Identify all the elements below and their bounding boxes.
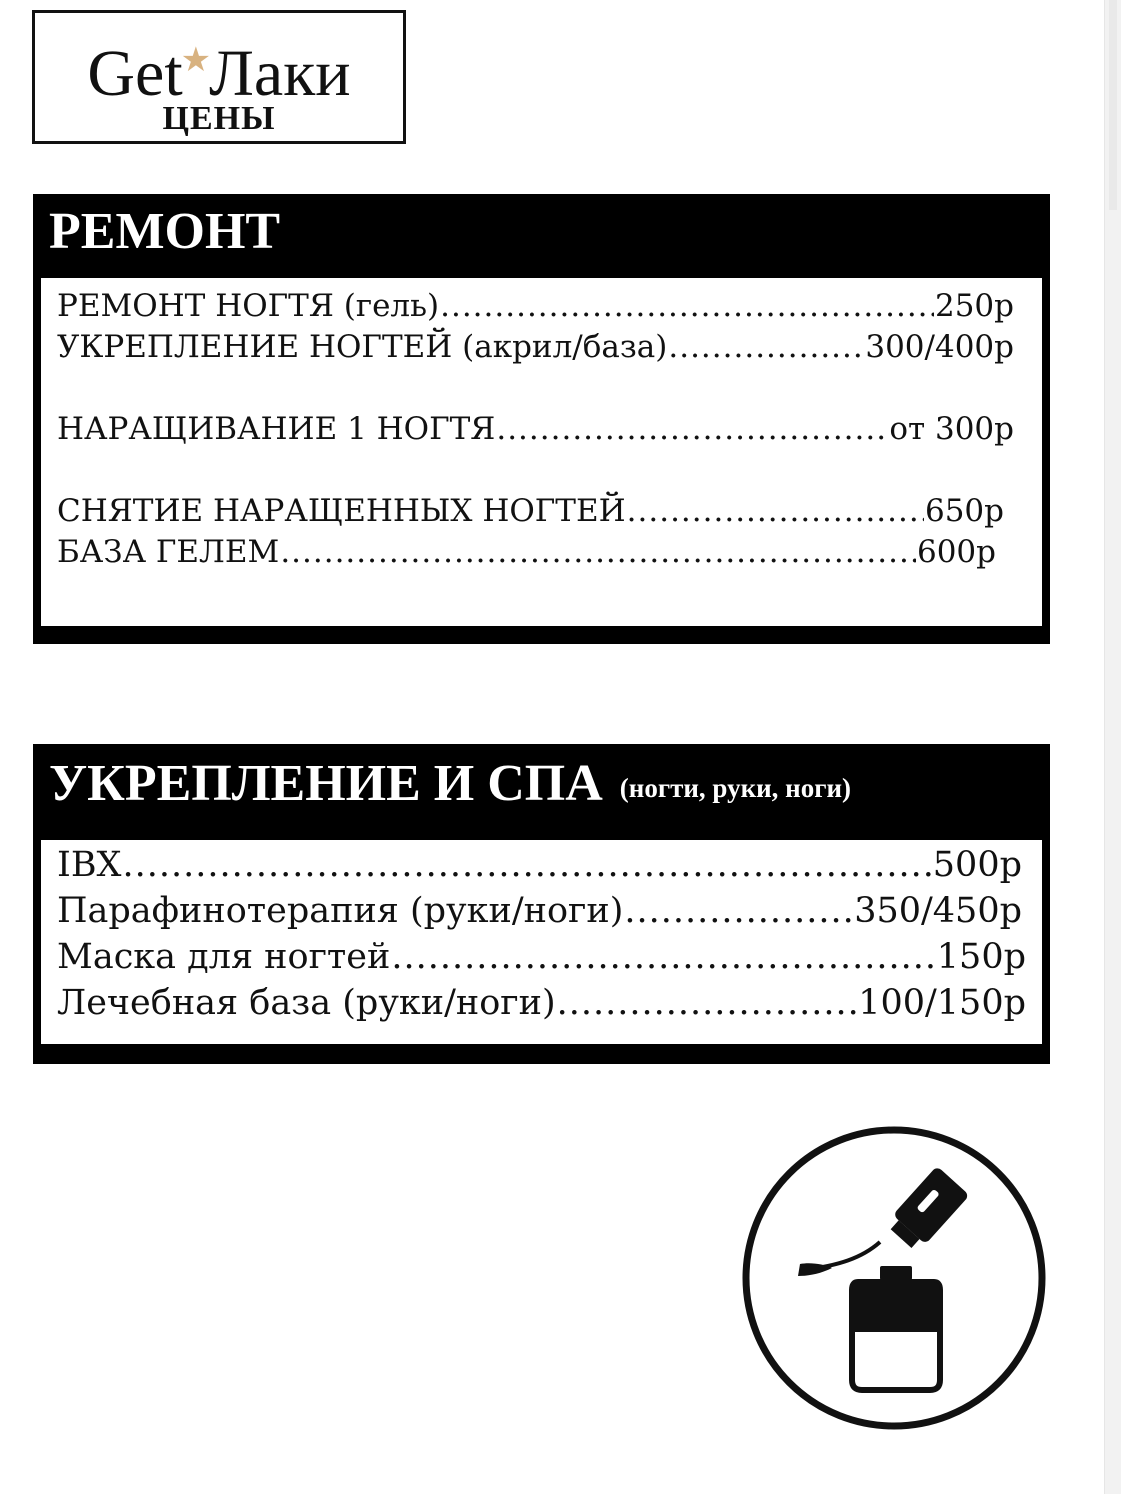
section-title-text: УКРЕПЛЕНИЕ И СПА bbox=[49, 755, 603, 812]
price-list bbox=[41, 840, 1042, 1044]
price-row bbox=[57, 888, 1022, 934]
price-row bbox=[57, 532, 996, 573]
dot-leader bbox=[496, 409, 888, 450]
price-row bbox=[57, 327, 1014, 368]
service-name: НАРАЩИВАНИЕ 1 НОГТЯ bbox=[57, 411, 496, 447]
service-price: 250р bbox=[934, 288, 1014, 324]
star-icon: ★ bbox=[180, 42, 212, 79]
price-row bbox=[57, 491, 1004, 532]
price-row bbox=[57, 409, 1014, 450]
service-name: Парафинотерапия (руки/ноги) bbox=[57, 891, 624, 931]
service-price: 600р bbox=[916, 534, 996, 570]
service-name: Лечебная база (руки/ноги) bbox=[57, 983, 556, 1023]
dot-leader bbox=[627, 491, 924, 532]
service-price: 500р bbox=[932, 845, 1022, 885]
page-edge-thumb bbox=[1109, 0, 1117, 210]
dot-leader bbox=[280, 532, 916, 573]
service-name: БАЗА ГЕЛЕМ bbox=[57, 534, 280, 570]
service-name: РЕМОНТ НОГТЯ (гель) bbox=[57, 288, 440, 324]
service-name: Маска для ногтей bbox=[57, 937, 391, 977]
service-price: 300/400р bbox=[865, 329, 1014, 365]
dot-leader bbox=[122, 842, 931, 888]
page-edge-strip bbox=[1104, 0, 1121, 1494]
service-price: от 300р bbox=[889, 411, 1014, 447]
logo-box bbox=[32, 10, 406, 144]
dot-leader bbox=[668, 327, 864, 368]
price-row bbox=[57, 934, 1026, 980]
section-title bbox=[49, 202, 280, 262]
section-repair bbox=[33, 194, 1050, 644]
price-list bbox=[41, 278, 1042, 626]
section-title bbox=[49, 754, 851, 818]
service-price: 650р bbox=[924, 493, 1004, 529]
logo-subtitle: ЦЕНЫ bbox=[162, 100, 276, 137]
dot-leader bbox=[557, 980, 858, 1026]
price-row bbox=[57, 842, 1022, 888]
logo-name-right: Лаки bbox=[209, 37, 351, 110]
dot-leader bbox=[440, 286, 934, 327]
nail-polish-icon bbox=[740, 1124, 1048, 1432]
service-name: СНЯТИЕ НАРАЩЕННЫХ НОГТЕЙ bbox=[57, 493, 626, 529]
price-row bbox=[57, 286, 1014, 327]
service-price: 100/150р bbox=[858, 983, 1026, 1023]
price-row bbox=[57, 980, 1026, 1026]
logo-wordmark bbox=[35, 25, 403, 110]
service-name: IBX bbox=[57, 845, 122, 885]
section-spa bbox=[33, 744, 1050, 1064]
dot-leader bbox=[391, 934, 935, 980]
dot-leader bbox=[624, 888, 853, 934]
service-price: 150р bbox=[936, 937, 1026, 977]
logo-name-left: Get bbox=[87, 37, 183, 110]
service-name: УКРЕПЛЕНИЕ НОГТЕЙ (акрил/база) bbox=[57, 329, 668, 365]
section-title-text: РЕМОНТ bbox=[49, 203, 281, 260]
service-price: 350/450р bbox=[854, 891, 1022, 931]
section-subtitle: (ногти, руки, ноги) bbox=[619, 773, 852, 803]
